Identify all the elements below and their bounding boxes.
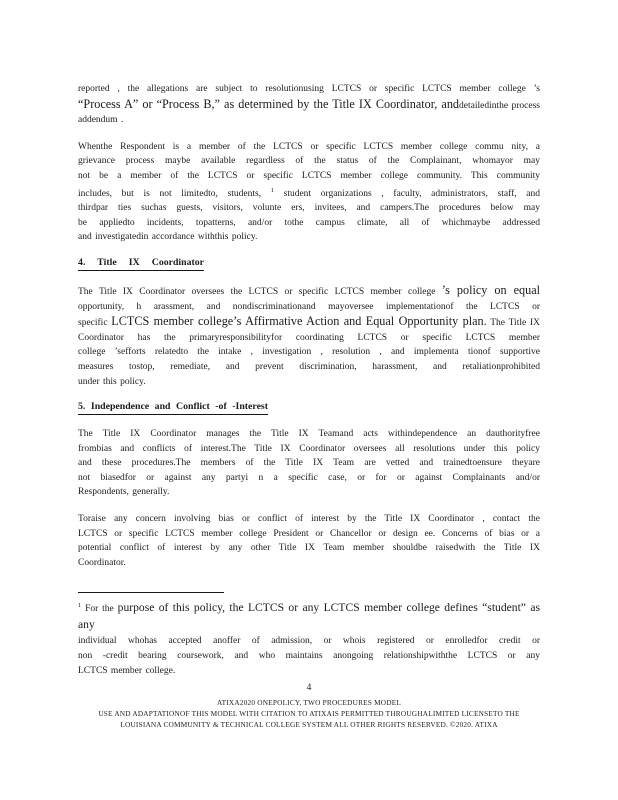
footer-line-3: LOUISIANA COMMUNITY & TECHNICAL COLLEGE SYSTEM ALL OTHER RIGHTS RESERVED. ©2020. ATIXA xyxy=(120,719,498,729)
text-line: Coordinator. xyxy=(78,557,126,568)
text-line xyxy=(78,598,540,634)
section-heading-5: 5. Independence and Conflict -of -Interest xyxy=(78,401,268,415)
text-line: thirdpar ties suchas guests, visitors, volunte ers, invitees, and campers.The procedures below may xyxy=(78,203,540,214)
text-line xyxy=(78,283,540,300)
text-run: ’s policy on equal xyxy=(441,282,540,297)
text-run: The Title IX xyxy=(486,318,540,329)
text-line: LCTCS member college. xyxy=(78,666,176,677)
text-line: Coordinator has the primaryresponsibilityfor coordinating LCTCS or specific LCTCS member xyxy=(78,332,540,343)
footnote-reference-superscript: 1 xyxy=(270,186,274,194)
text-line: under this policy. xyxy=(78,376,146,387)
text-line: college ’sefforts relatedto the intake , investigation , resolution , and implementa tionof supportive xyxy=(78,347,540,358)
bias-concern-paragraph xyxy=(78,512,540,570)
page-number: 4 xyxy=(306,683,312,694)
text-line: addendum . xyxy=(78,115,124,126)
text-line xyxy=(78,314,540,331)
text-line: not biasedfor or against any partyi n a specific case, or for or against Complainants and/or xyxy=(78,472,540,483)
text-line: Respondents, generally. xyxy=(78,487,170,498)
text-line: measures tostop, remediate, and prevent discrimination, harassment, and retaliationprohibited xyxy=(78,361,540,372)
community-paragraph xyxy=(78,140,540,245)
text-line: grievance process maybe available regardless of the status of the Complainant, whomayor may xyxy=(78,156,540,167)
text-run: specific xyxy=(78,318,112,329)
text-line: Whenthe Respondent is a member of the LCTCS or specific LCTCS member college commu nity, a xyxy=(78,141,540,152)
footnote-1 xyxy=(78,598,540,679)
text-line: The Title IX Coordinator manages the Title IX Teamand acts withindependence an dauthorityfree xyxy=(78,429,540,440)
independence-paragraph xyxy=(78,427,540,500)
text-line: and these procedures.The members of the Title IX Team are vetted and trainedtoensure theyare xyxy=(78,458,540,469)
text-line xyxy=(78,97,540,114)
text-run: includes, but is not limitedto, students, xyxy=(78,188,271,199)
coordinator-paragraph xyxy=(78,283,540,389)
text-line: non -credit bearing coursework, and who maintains anongoing relationshipwiththe LCTCS or any xyxy=(78,651,540,662)
text-line: and investigatedin accordance withthis policy. xyxy=(78,232,258,243)
text-run: The Title IX Coordinator oversees the LCTCS or specific LCTCS member college xyxy=(78,286,442,297)
footnote-section xyxy=(78,592,540,679)
text-run: detailedinthe process xyxy=(459,100,540,111)
text-line: individual whohas accepted anoffer of admission, or whois registered or enrolledfor credit or xyxy=(78,636,540,647)
text-line: opportunity, h arassment, and nondiscriminationand mayoversee implementationof the LCTCS or xyxy=(78,301,540,312)
text-run: For the xyxy=(81,604,118,615)
section-heading-4: 4. Title IX Coordinator xyxy=(78,257,204,271)
footer-line-2: USE AND ADAPTATIONOF THIS MODEL WITH CITATION TO ATIXAIS PERMITTED THROUGHALIMITED LICENSETO THE xyxy=(98,708,520,718)
intro-paragraph xyxy=(78,82,540,128)
text-line: be appliedto incidents, topatterns, and/or tothe campus climate, all of whichmaybe addressed xyxy=(78,217,540,228)
text-run: student organizations , faculty, administrators, staff, and xyxy=(273,188,541,199)
footnote-reference-superscript: 1 xyxy=(78,602,82,610)
text-line: not be a member of the LCTCS or specific LCTCS member college community. This community xyxy=(78,170,540,181)
footnote-separator-rule xyxy=(78,592,224,593)
text-run: “Process A” or “Process B,” as determined by the Title IX Coordinator, and xyxy=(78,96,460,111)
footer-line-1: ATIXA2020 ONEPOLICY, TWO PROCEDURES MODEL xyxy=(216,698,402,707)
text-line: reported , the allegations are subject to resolutionusing LCTCS or specific LCTCS member college ’s xyxy=(78,84,540,94)
text-run: purpose of this policy, the LCTCS or any LCTCS member college defines “student” as any xyxy=(78,601,540,632)
text-line: frombias and conflicts of interest.The Title IX Coordinator oversees all resolutions under this policy xyxy=(78,443,540,454)
page-content xyxy=(78,82,540,570)
text-line xyxy=(78,184,540,202)
page-footer xyxy=(0,698,618,730)
text-run: LCTCS member college’s Affirmative Action and Equal Opportunity plan. xyxy=(111,314,487,329)
text-line: potential conflict of interest by any other Title IX Team member shouldbe raisedwith the Title IX xyxy=(78,543,540,554)
text-line: Toraise any concern involving bias or conflict of interest by the Title IX Coordinator , contact the xyxy=(78,514,540,525)
text-line: LCTCS or specific LCTCS member college President or Chancellor or design ee. Concerns of bias or a xyxy=(78,528,540,539)
